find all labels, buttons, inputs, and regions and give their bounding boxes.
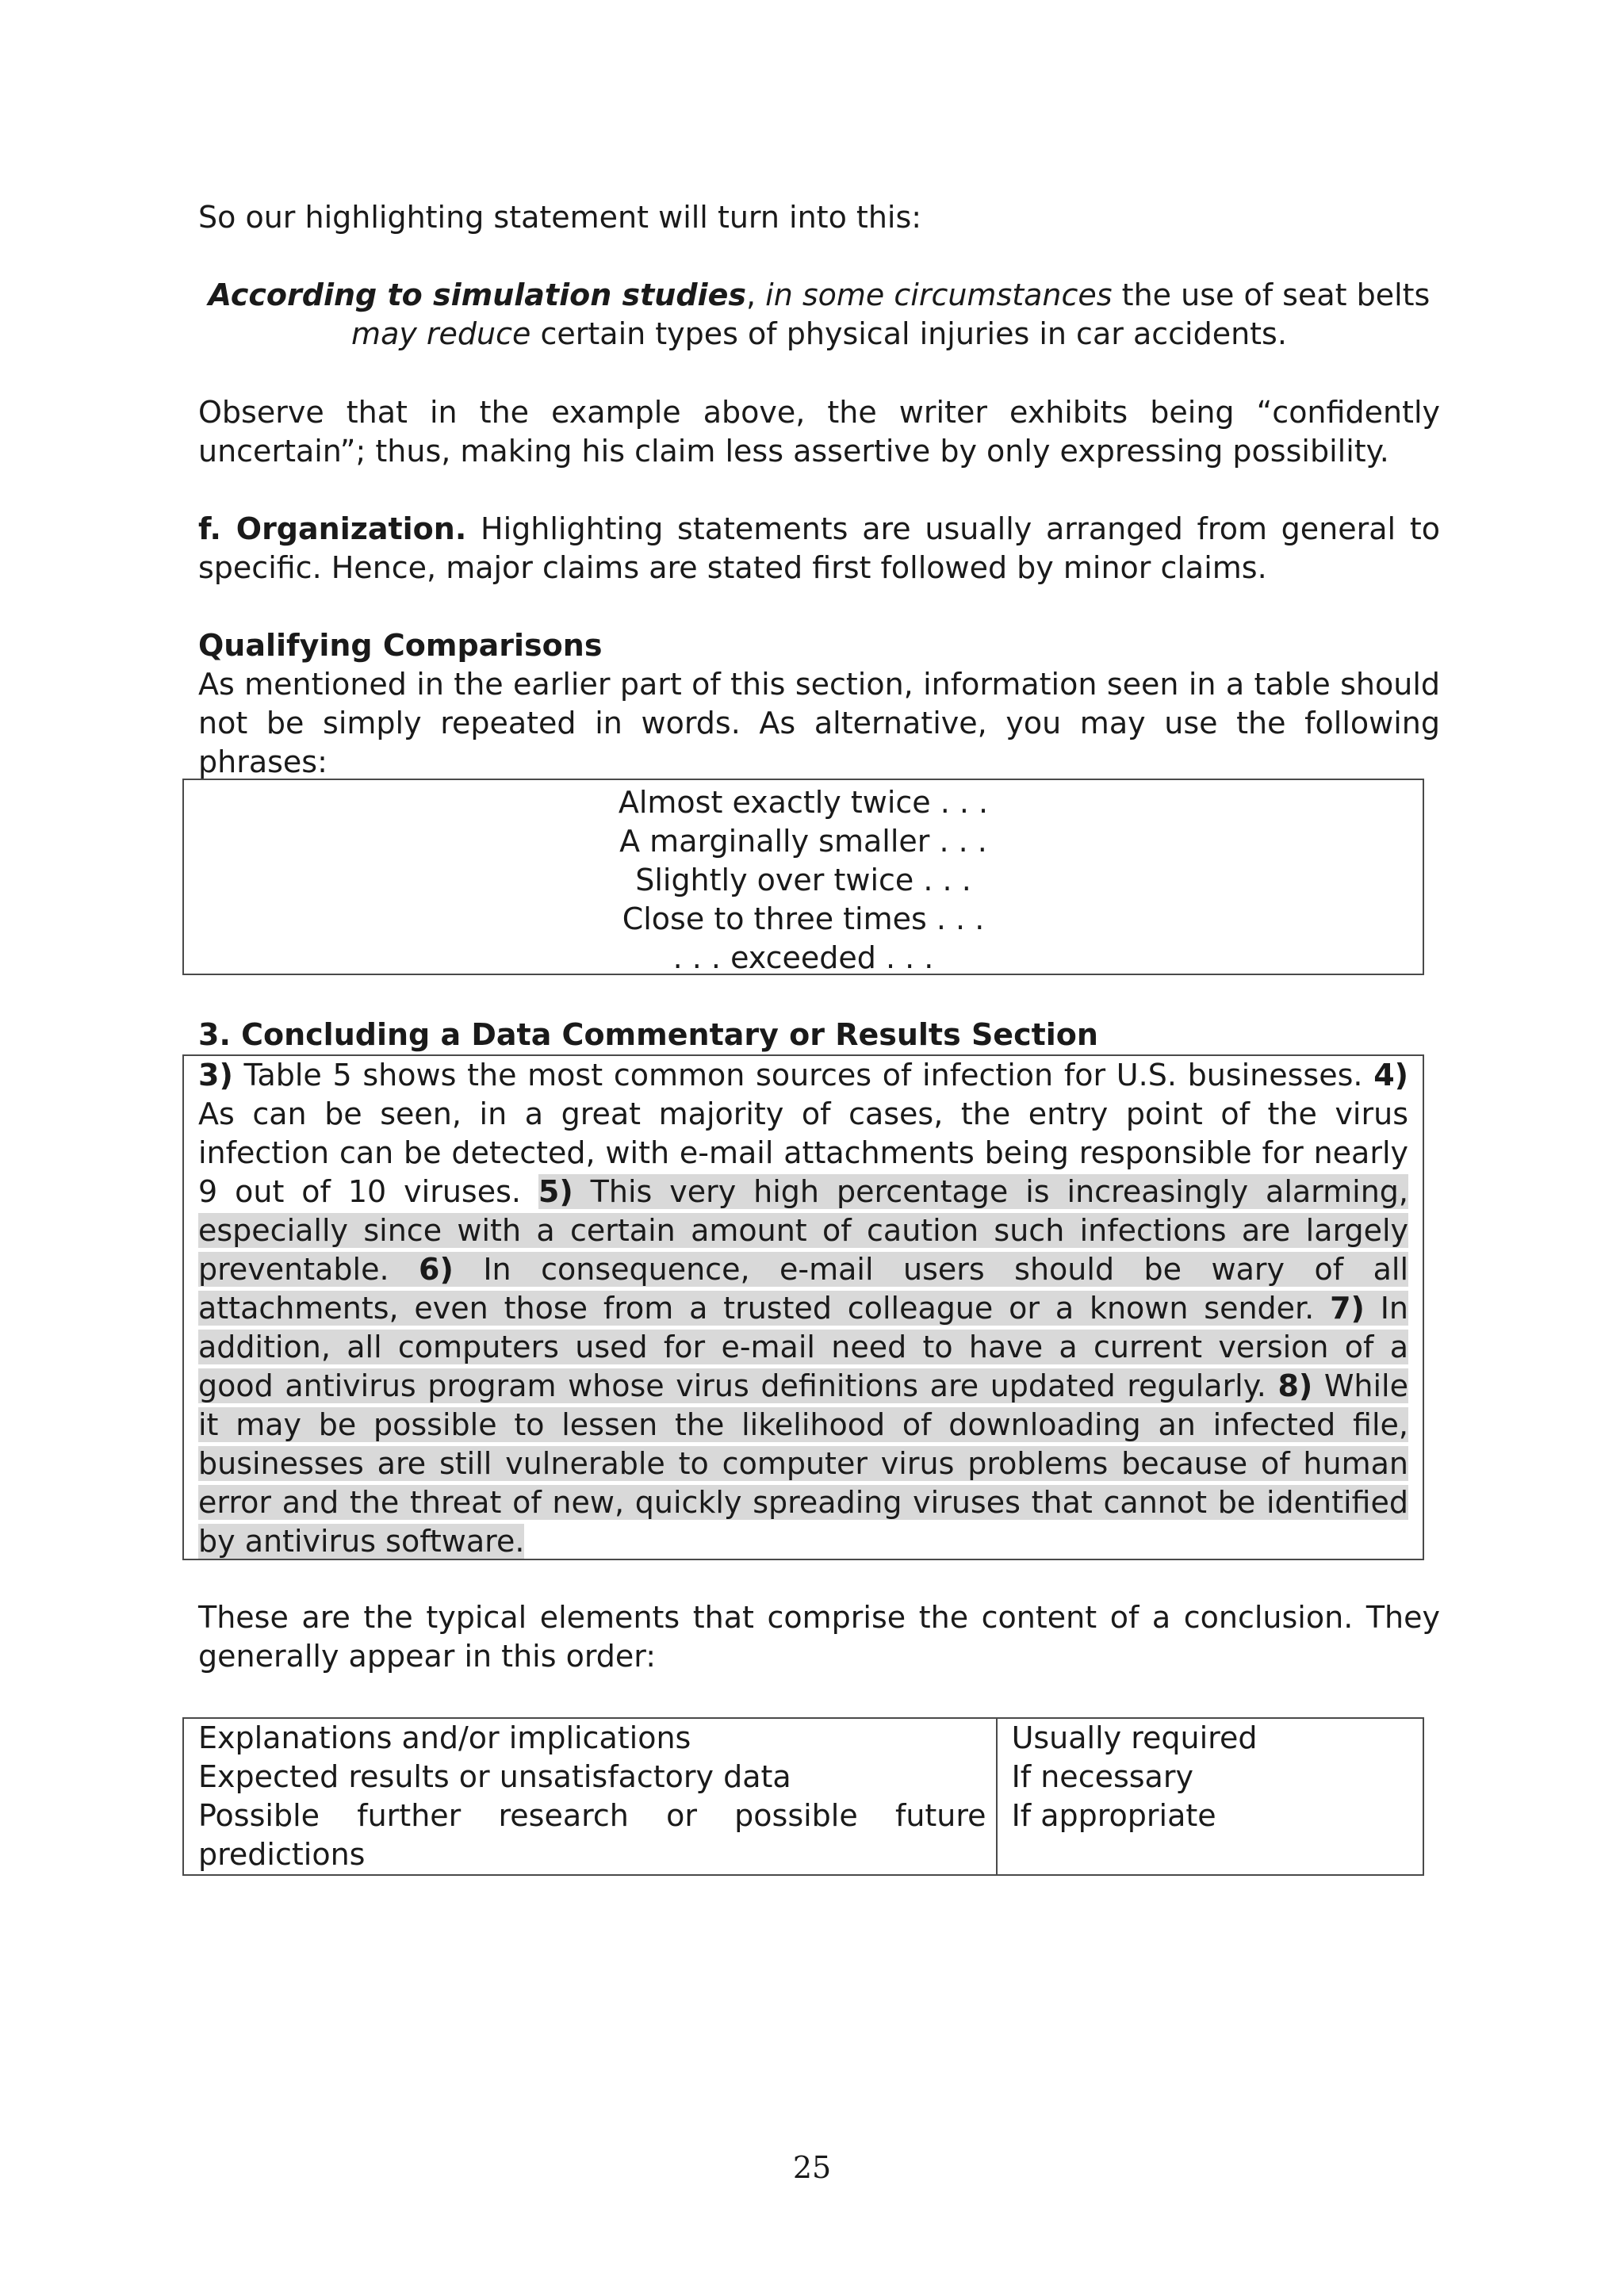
commentary-paragraph — [198, 1056, 1408, 1561]
concluding-heading: 3. Concluding a Data Commentary or Results Section — [198, 1017, 1098, 1052]
sentence-text: In addition, all computers used for e-mail need to have a current version of a good antivirus program whose virus definitions are updated regularly. — [198, 1291, 1409, 1403]
table-row — [183, 1718, 1423, 1875]
example-rest: certain types of physical injuries in car accidents. — [530, 316, 1287, 351]
example-source: According to simulation studies — [208, 277, 746, 312]
page-number: 25 — [792, 2150, 832, 2185]
element-name: Expected results or unsatisfactory data — [198, 1759, 791, 1794]
qualifying-heading: Qualifying Comparisons — [198, 628, 603, 663]
phrases-box — [182, 779, 1424, 975]
phrase-item: Close to three times . . . — [622, 901, 985, 936]
sentence-number: 3) — [198, 1058, 233, 1093]
qualifying-paragraph: As mentioned in the earlier part of this section, information seen in a table should not be simply repeated in words. As alternative, you may use the following phrases: — [198, 667, 1440, 779]
elements-intro: These are the typical elements that comprise the content of a conclusion. They generally appear in this order: — [198, 1600, 1440, 1674]
phrase-item: Slightly over twice . . . — [635, 863, 971, 897]
example-modal: may reduce — [351, 316, 531, 351]
example-subject: the use of seat belts — [1112, 277, 1431, 312]
sentence-number: 4) — [1373, 1058, 1408, 1093]
commentary-box — [182, 1054, 1424, 1560]
sentence-number: 5) — [538, 1174, 573, 1209]
elements-column — [183, 1718, 997, 1875]
element-status: If necessary — [1011, 1759, 1193, 1794]
observe-paragraph: Observe that in the example above, the writer exhibits being “confidently uncertain”; thus, making his claim less assertive by only expressing possibility. — [198, 395, 1440, 469]
highlighted-conclusion — [198, 1174, 1408, 1559]
status-column — [997, 1718, 1423, 1875]
element-status: Usually required — [1011, 1720, 1258, 1755]
sentence-text: In consequence, e-mail users should be wary of all attachments, even those from a trusted colleague or a known sender. — [198, 1252, 1409, 1326]
element-name: Possible further research or possible future predictions — [198, 1798, 986, 1872]
organization-text: Highlighting statements are usually arranged from general to specific. Hence, major claims are stated first followed by minor claims. — [198, 511, 1440, 585]
sentence-text: Table 5 shows the most common sources of infection for U.S. businesses. — [232, 1058, 1374, 1093]
sentence-text: As can be seen, in a great majority of cases, the entry point of the virus infection can be detected, with e-mail attachments being responsible for nearly 9 out of 10 viruses. — [198, 1096, 1408, 1209]
example-comma: , — [745, 277, 766, 312]
phrase-item: Almost exactly twice . . . — [618, 785, 989, 820]
phrase-item: . . . exceeded . . . — [672, 940, 934, 975]
sentence-number: 6) — [419, 1252, 454, 1287]
intro-lead: So our highlighting statement will turn into this: — [198, 200, 922, 235]
example-hedge: in some circumstances — [765, 277, 1113, 312]
element-status: If appropriate — [1011, 1798, 1216, 1833]
sentence-number: 7) — [1330, 1291, 1365, 1326]
conclusion-elements-table — [182, 1717, 1424, 1876]
organization-label: f. Organization. — [198, 511, 467, 546]
sentence-text: This very high percentage is increasingly alarming, especially since with a certain amount of caution such infections are largely preventable. — [198, 1174, 1408, 1287]
organization-paragraph — [198, 510, 1440, 587]
element-name: Explanations and/or implications — [198, 1720, 691, 1755]
phrase-item: A marginally smaller . . . — [619, 824, 987, 859]
example-statement — [198, 276, 1440, 354]
sentence-text: While it may be possible to lessen the likelihood of downloading an infected file, businesses are still vulnerable to computer virus problems because of human error and the threat of new, quickly spreading viruses that cannot be identified by antivirus software. — [198, 1368, 1408, 1559]
sentence-number: 8) — [1277, 1368, 1313, 1403]
